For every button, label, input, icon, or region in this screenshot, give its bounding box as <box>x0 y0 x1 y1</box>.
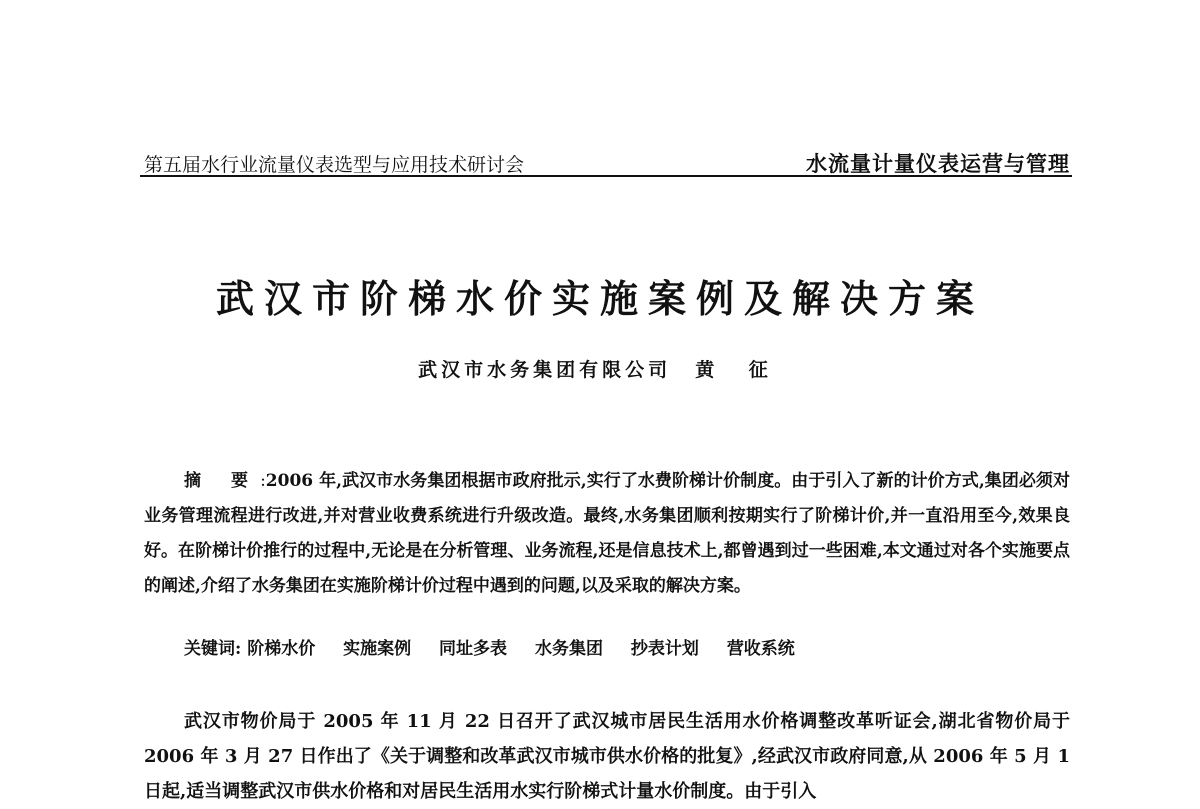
keyword-item: 阶梯水价 <box>247 639 316 659</box>
abstract-label: 摘 要 <box>184 471 261 491</box>
keyword-item: 实施案例 <box>343 639 412 659</box>
abstract-text: 2006 年,武汉市水务集团根据市政府批示,实行了水费阶梯计价制度。由于引入了新的计价方式,集团必须对业务管理流程进行改进,并对营业收费系统进行升级改造。最终,水务集团顺利按期实行了阶梯计价,并一直沿用至今,效果良好。在阶梯计价推行的过程中,无论是在分析管理、业务流程,还是信息技术上,都曾遇到过一些困难,本文通过对各个实施要点的阐述,介绍了水务集团在实施阶梯计价过程中遇到的问题,以及采取的解决方案。 <box>144 471 1070 596</box>
keyword-item: 抄表计划 <box>630 639 699 659</box>
abstract-colon: : <box>260 471 266 491</box>
author-organization: 武汉市水务集团有限公司 <box>418 359 672 381</box>
running-header-section: 水流量计量仪表运营与管理 <box>806 151 1070 176</box>
header-divider <box>140 175 1072 177</box>
keywords-label: 关键词 <box>184 639 235 659</box>
abstract <box>144 464 1070 604</box>
keywords-colon: : <box>235 639 242 659</box>
running-header-conference: 第五届水行业流量仪表选型与应用技术研讨会 <box>144 154 525 176</box>
abstract-paragraph <box>144 464 1070 604</box>
keyword-item: 水务集团 <box>534 639 603 659</box>
byline <box>0 355 1200 382</box>
author-name: 黄 征 <box>695 359 782 381</box>
paper-title: 武汉市阶梯水价实施案例及解决方案 <box>215 276 984 321</box>
keyword-item: 同址多表 <box>439 639 508 659</box>
body-paragraph: 武汉市物价局于 2005 年 11 月 22 日召开了武汉城市居民生活用水价格调整改革听证会,湖北省物价局于 2006 年 3 月 27 日作出了《关于调整和改革武汉市城市供水价格的批复》,经武汉市政府同意,从 2006 年 5 月 1 日起,适当调整武汉市供水价格和对居民生活用水实行阶梯式计量水价制度。由于引入 <box>144 711 1070 802</box>
keywords <box>184 634 817 659</box>
body-text <box>144 704 1070 809</box>
keyword-item: 营收系统 <box>726 639 795 659</box>
